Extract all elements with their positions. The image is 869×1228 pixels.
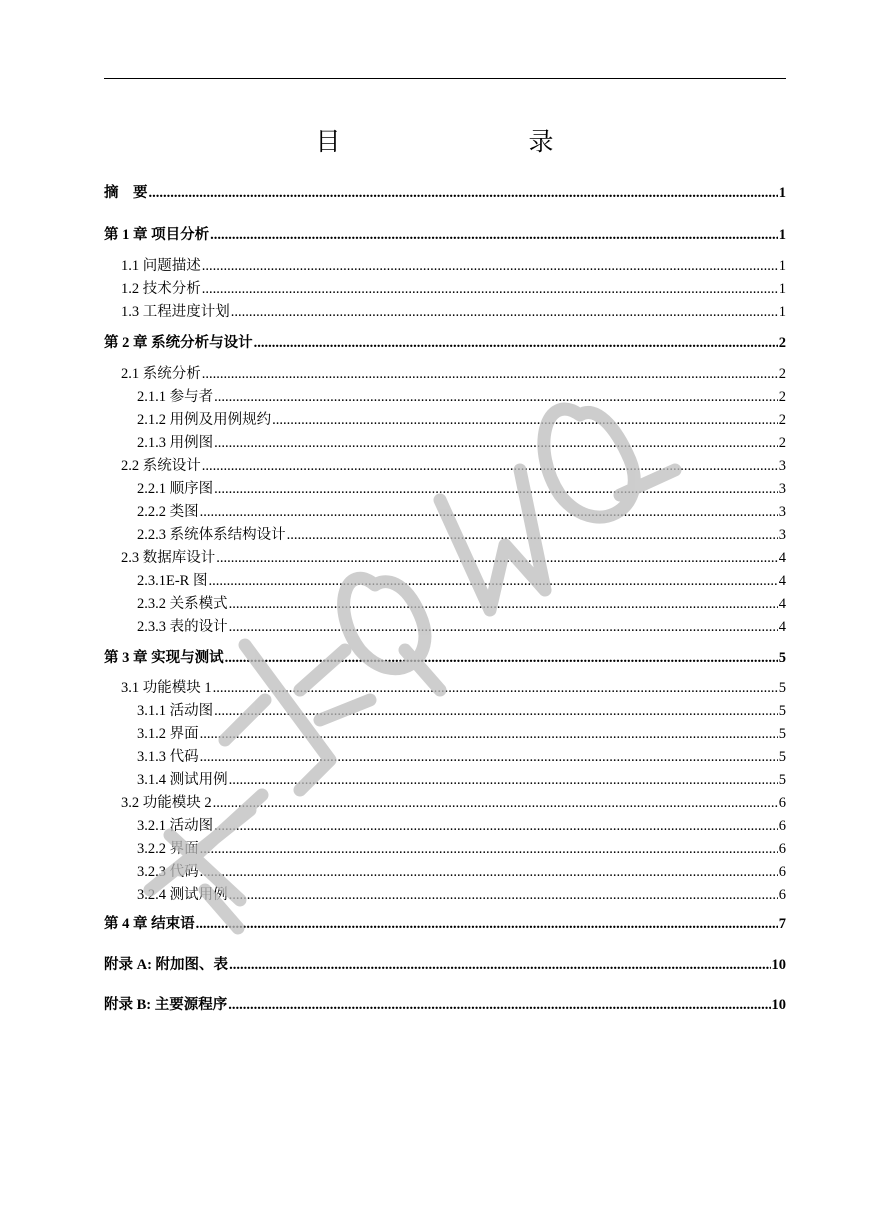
dot-leader <box>229 770 778 790</box>
toc-entry-label: 3.2.3 代码 <box>137 864 199 880</box>
toc-entry-label: 2.3.2 关系模式 <box>137 596 228 612</box>
toc-entry-label: 3.2.1 活动图 <box>137 818 214 834</box>
toc-entry-page: 1 <box>778 281 786 297</box>
dot-leader <box>287 525 778 545</box>
dot-leader <box>214 701 778 721</box>
toc-entry-label: 2.2 系统设计 <box>121 458 201 474</box>
toc-entry[interactable] <box>104 364 786 384</box>
dot-leader <box>254 333 778 353</box>
dot-leader <box>202 456 778 476</box>
toc-entry-page: 5 <box>778 650 786 666</box>
dot-leader <box>225 648 778 668</box>
toc-entry-page: 10 <box>771 957 786 973</box>
toc-entry[interactable] <box>104 333 786 353</box>
dot-leader <box>214 816 778 836</box>
toc-entry-page: 4 <box>778 596 786 612</box>
dot-leader <box>202 256 778 276</box>
dot-leader <box>200 502 778 522</box>
toc-entry-page: 2 <box>778 412 786 428</box>
toc-entry-label: 1.1 问题描述 <box>121 258 201 274</box>
toc-entry[interactable] <box>104 225 786 245</box>
toc-entry[interactable] <box>104 183 786 203</box>
toc-entry-page: 6 <box>778 818 786 834</box>
toc-entry-page: 6 <box>778 795 786 811</box>
header-rule <box>104 78 786 79</box>
toc-entry[interactable] <box>104 862 786 882</box>
toc-entry-page: 3 <box>778 481 786 497</box>
dot-leader <box>200 862 778 882</box>
toc-entry[interactable] <box>104 914 786 934</box>
toc-entry-label: 3.1.1 活动图 <box>137 703 214 719</box>
toc-entry[interactable] <box>104 839 786 859</box>
toc-entry-label: 摘 要 <box>104 185 148 201</box>
page-title: 目 录 <box>315 129 600 156</box>
dot-leader <box>210 225 778 245</box>
toc-entry-label: 第 4 章 结束语 <box>104 916 195 932</box>
toc-entry[interactable] <box>104 302 786 322</box>
toc-entry-page: 1 <box>778 227 786 243</box>
dot-leader <box>202 279 778 299</box>
toc-entry-page: 2 <box>778 335 786 351</box>
toc-entry[interactable] <box>104 387 786 407</box>
toc-entry-label: 3.1.4 测试用例 <box>137 772 228 788</box>
toc-entry-label: 2.1.2 用例及用例规约 <box>137 412 272 428</box>
toc-entry[interactable] <box>104 479 786 499</box>
toc-entry[interactable] <box>104 701 786 721</box>
toc-entry-label: 3.2.2 界面 <box>137 841 199 857</box>
dot-leader <box>208 571 777 591</box>
toc-entry-page: 7 <box>778 916 786 932</box>
toc-entry-label: 1.3 工程进度计划 <box>121 304 230 320</box>
toc-entry[interactable] <box>104 955 786 975</box>
toc-entry-label: 2.2.3 系统体系结构设计 <box>137 527 286 543</box>
toc-entry-label: 附录 A: 附加图、表 <box>104 957 229 973</box>
dot-leader <box>229 617 778 637</box>
toc-entry-label: 2.1.1 参与者 <box>137 389 214 405</box>
toc-entry[interactable] <box>104 885 786 905</box>
toc-entry-page: 5 <box>778 772 786 788</box>
toc-entry-page: 6 <box>778 841 786 857</box>
toc-entry-page: 3 <box>778 504 786 520</box>
toc-entry-label: 3.2.4 测试用例 <box>137 887 228 903</box>
toc-entry[interactable] <box>104 816 786 836</box>
toc-entry-page: 2 <box>778 366 786 382</box>
dot-leader <box>216 548 778 568</box>
dot-leader <box>214 433 778 453</box>
toc-entry[interactable] <box>104 793 786 813</box>
toc-entry[interactable] <box>104 678 786 698</box>
dot-leader <box>149 183 778 203</box>
toc-entry-label: 3.2 功能模块 2 <box>121 795 212 811</box>
toc-entry[interactable] <box>104 433 786 453</box>
toc-entry-label: 第 2 章 系统分析与设计 <box>104 335 253 351</box>
dot-leader <box>229 955 770 975</box>
toc-entry-page: 5 <box>778 749 786 765</box>
toc-entry-label: 2.1.3 用例图 <box>137 435 214 451</box>
dot-leader <box>229 885 778 905</box>
toc-entry-page: 1 <box>778 258 786 274</box>
dot-leader <box>231 302 778 322</box>
toc-entry-page: 4 <box>778 573 786 589</box>
dot-leader <box>196 914 778 934</box>
toc-entry-label: 2.2.1 顺序图 <box>137 481 214 497</box>
toc-entry-label: 2.1 系统分析 <box>121 366 201 382</box>
toc-entry-page: 5 <box>778 680 786 696</box>
toc-entry-label: 第 1 章 项目分析 <box>104 227 210 243</box>
toc-entry[interactable] <box>104 724 786 744</box>
toc-entry-page: 5 <box>778 726 786 742</box>
toc-entry-label: 2.3 数据库设计 <box>121 550 216 566</box>
toc-entry[interactable] <box>104 456 786 476</box>
toc-entry[interactable] <box>104 617 786 637</box>
dot-leader <box>202 364 778 384</box>
toc-entry[interactable] <box>104 995 786 1015</box>
toc-entry-label: 3.1 功能模块 1 <box>121 680 212 696</box>
dot-leader <box>200 747 778 767</box>
toc-entry[interactable] <box>104 410 786 430</box>
toc-entry[interactable] <box>104 548 786 568</box>
toc-entry-page: 2 <box>778 435 786 451</box>
toc-entry-page: 6 <box>778 887 786 903</box>
toc-entry-label: 3.1.3 代码 <box>137 749 199 765</box>
toc-entry-page: 1 <box>778 185 786 201</box>
toc-entry[interactable] <box>104 648 786 668</box>
toc-entry[interactable] <box>104 571 786 591</box>
toc-entry[interactable] <box>104 770 786 790</box>
toc-entry-page: 3 <box>778 458 786 474</box>
toc-entry-label: 1.2 技术分析 <box>121 281 201 297</box>
toc-entry[interactable] <box>104 594 786 614</box>
toc-entry-page: 5 <box>778 703 786 719</box>
toc-entry-label: 第 3 章 实现与测试 <box>104 650 224 666</box>
toc-entry-page: 1 <box>778 304 786 320</box>
dot-leader <box>200 724 778 744</box>
toc-entry-page: 6 <box>778 864 786 880</box>
toc-entry[interactable] <box>104 279 786 299</box>
toc-entry-label: 2.3.1E-R 图 <box>137 573 208 589</box>
toc-entry-label: 附录 B: 主要源程序 <box>104 997 228 1013</box>
dot-leader <box>200 839 778 859</box>
dot-leader <box>272 410 778 430</box>
toc-entry[interactable] <box>104 525 786 545</box>
toc-entry-page: 4 <box>778 619 786 635</box>
dot-leader <box>213 793 778 813</box>
toc-entry[interactable] <box>104 502 786 522</box>
toc-entry-label: 3.1.2 界面 <box>137 726 199 742</box>
toc-entry-page: 4 <box>778 550 786 566</box>
dot-leader <box>214 479 778 499</box>
toc-entry[interactable] <box>104 747 786 767</box>
dot-leader <box>213 678 778 698</box>
dot-leader <box>214 387 778 407</box>
toc-entry-label: 2.2.2 类图 <box>137 504 199 520</box>
dot-leader <box>229 594 778 614</box>
toc-entry[interactable] <box>104 256 786 276</box>
toc-entry-page: 2 <box>778 389 786 405</box>
toc-entry-page: 3 <box>778 527 786 543</box>
dot-leader <box>228 995 770 1015</box>
toc-entry-label: 2.3.3 表的设计 <box>137 619 228 635</box>
toc-entry-page: 10 <box>771 997 786 1013</box>
